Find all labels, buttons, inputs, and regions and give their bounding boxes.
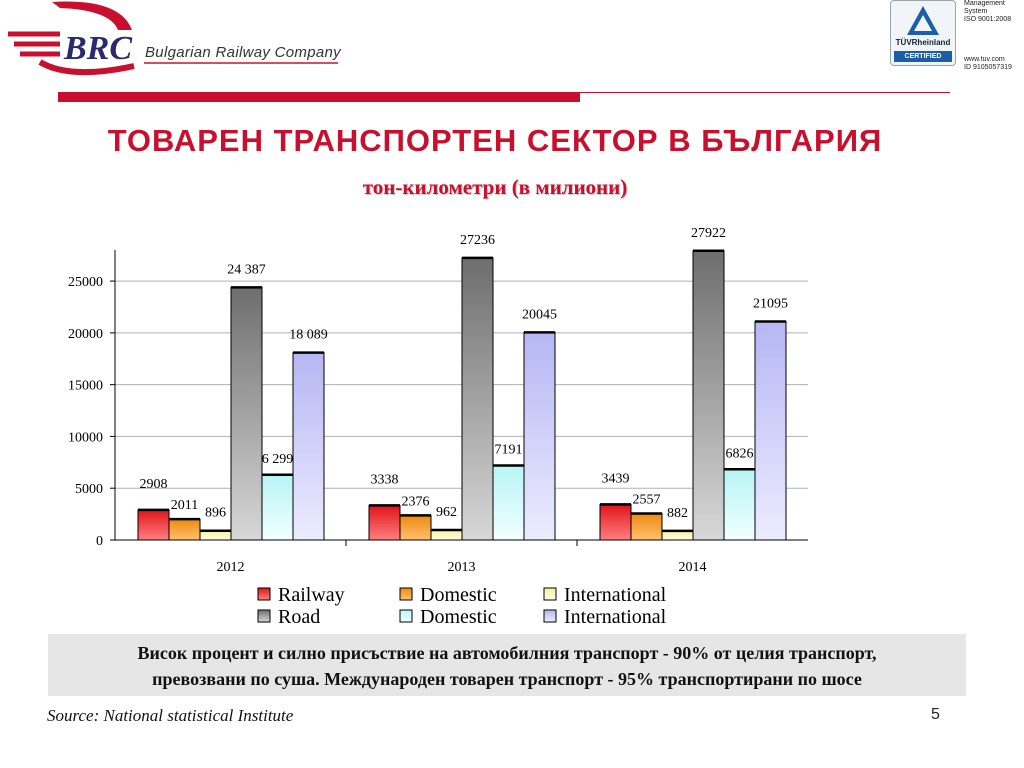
tuv-line: www.tuv.com [964, 56, 1005, 63]
bar-international-2013 [524, 332, 555, 540]
legend-label: Road [278, 606, 321, 628]
tuv-line: ID 9105057319 [964, 64, 1012, 71]
data-label: 6 299 [261, 451, 294, 467]
data-label: 7191 [494, 442, 523, 458]
bar-railway-2014 [600, 504, 631, 540]
legend-swatch [400, 610, 412, 622]
company-name: Bulgarian Railway Company [145, 44, 341, 61]
y-tick-label: 10000 [68, 430, 103, 446]
x-tick-label: 2012 [216, 560, 245, 575]
note-line-1: Висок процент и силно присъствие на автомобилния транспорт - 90% от целия транспорт, [137, 643, 877, 663]
bar-domestic-2012 [169, 519, 200, 540]
data-label: 896 [205, 505, 226, 521]
legend-swatch [544, 610, 556, 622]
tuv-certified: CERTIFIED [894, 51, 952, 62]
legend-label: International [564, 606, 667, 628]
bar-domestic-2014 [724, 469, 755, 540]
bar-international-2014 [755, 322, 786, 540]
bar-road-2013 [462, 258, 493, 540]
legend-label: International [564, 584, 667, 606]
data-label: 2376 [401, 494, 430, 510]
tuv-brand: TÜVRheinland [895, 38, 951, 47]
data-label: 27236 [460, 232, 495, 248]
bar-domestic-2013 [493, 466, 524, 540]
legend-label: Railway [278, 584, 345, 606]
note-line-2: превозвани по суша. Международен товарен транспорт - 95% транспортирани по шосе [152, 669, 862, 689]
legend-swatch [400, 588, 412, 600]
brc-logo-mark: BRC [64, 30, 133, 67]
data-label: 2557 [632, 492, 661, 508]
tuv-line: ISO 9001:2008 [964, 16, 1012, 23]
data-label: 962 [436, 505, 457, 521]
legend-swatch [544, 588, 556, 600]
bar-railway-2013 [369, 505, 400, 540]
data-label: 2908 [139, 476, 168, 492]
bar-international-2012 [200, 531, 231, 540]
x-tick-label: 2013 [447, 560, 476, 575]
bar-international-2012 [293, 353, 324, 540]
bar-international-2013 [431, 530, 462, 540]
data-label: 6826 [725, 446, 754, 462]
data-label: 24 387 [227, 262, 266, 278]
data-label: 2011 [170, 498, 199, 514]
data-label: 27922 [691, 225, 726, 241]
bar-railway-2012 [138, 510, 169, 540]
data-label: 3439 [601, 471, 630, 487]
tuv-line: Management [964, 0, 1005, 7]
data-label: 3338 [370, 472, 399, 488]
y-tick-label: 25000 [68, 275, 103, 291]
bar-domestic-2012 [262, 475, 293, 540]
bar-road-2012 [231, 287, 262, 540]
tuv-line: System [964, 8, 988, 15]
y-tick-label: 15000 [68, 378, 103, 394]
source-text: Source: National statistical Institute [47, 706, 294, 725]
x-tick-label: 2014 [678, 560, 707, 575]
bar-domestic-2013 [400, 515, 431, 540]
legend-label: Domestic [420, 606, 497, 628]
data-label: 20045 [522, 307, 557, 323]
legend-swatch [258, 588, 270, 600]
note-box [48, 634, 966, 696]
bar-international-2014 [662, 531, 693, 540]
legend-swatch [258, 610, 270, 622]
data-label: 882 [667, 505, 688, 521]
y-tick-label: 20000 [68, 326, 103, 342]
data-label: 18 089 [289, 327, 328, 343]
bar-domestic-2014 [631, 514, 662, 540]
y-tick-label: 5000 [75, 482, 103, 498]
page-title: ТОВАРЕН ТРАНСПОРТЕН СЕКТОР В БЪЛГАРИЯ [107, 123, 883, 158]
page-subtitle: тон-километри (в милиони) [362, 175, 628, 199]
y-tick-label: 0 [96, 534, 103, 549]
page-number: 5 [931, 706, 940, 723]
bar-road-2014 [693, 251, 724, 540]
legend-label: Domestic [420, 584, 497, 606]
data-label: 21095 [753, 296, 788, 312]
